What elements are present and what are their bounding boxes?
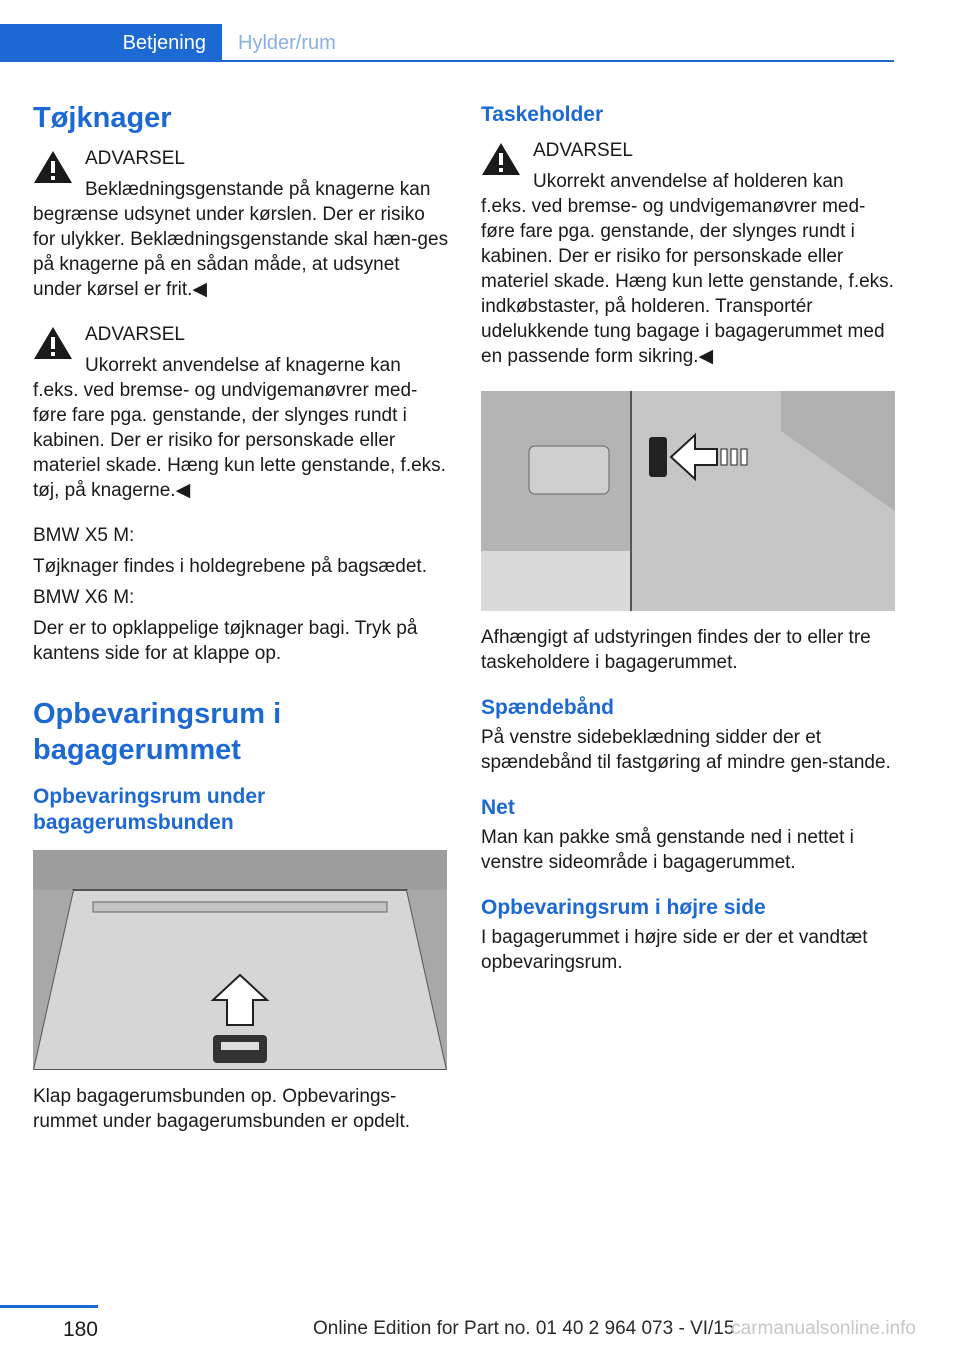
x5-text: Tøjknager findes i holdegrebene på bagsædet. xyxy=(33,556,427,577)
right-column xyxy=(481,100,897,975)
left-column xyxy=(33,100,449,1134)
figure-caption: Klap bagagerumsbunden op. Opbevarings‐rummet under bagagerumsbunden er opdelt. xyxy=(33,1086,411,1132)
page-number: 180 xyxy=(62,1318,98,1341)
warning-label: ADVARSEL xyxy=(85,148,185,169)
warning-text: begrænse udsynet under kørslen. Der er risiko for ulykker. Beklædningsgenstande skal hæn‐ges på knagerne på en sådan måde, at udsynet under kørsel er frit.◀ xyxy=(33,204,449,300)
bag-holder-figure xyxy=(481,391,895,611)
warning-icon xyxy=(33,150,73,184)
header-rule xyxy=(222,60,894,62)
subsection-title-under-floor: Opbevaringsrum under bagagerumsbunden xyxy=(33,785,266,834)
warning-text: f.eks. ved bremse- og undvigemanøvrer med‐føre fare pga. genstande, der slynges rundt i kabinen. Der er risiko for personskade eller materiel skade. Hæng kun lette genstande, f.eks. tøj, på knagerne.◀ xyxy=(33,380,446,501)
net-text: Man kan pakke små genstande ned i nettet i venstre sideområde i bagagerummet. xyxy=(481,827,854,873)
right-storage-text: I bagagerummet i højre side er der et vandtæt opbevaringsrum. xyxy=(481,927,868,973)
warning-box xyxy=(33,146,449,302)
x6-label: BMW X6 M: xyxy=(33,587,135,608)
tab-hylder-rum[interactable]: Hylder/rum xyxy=(238,32,336,54)
strap-text: På venstre sidebeklædning sidder der et spændebånd til fastgøring af mindre gen‐stande. xyxy=(481,727,891,773)
warning-label: ADVARSEL xyxy=(85,324,185,345)
section-title-strap: Spændebånd xyxy=(481,696,615,719)
watermark: carmanualsonline.info xyxy=(731,1318,916,1339)
edition-text: Online Edition for Part no. 01 40 2 964 073 - VI/15 xyxy=(313,1318,735,1339)
tab-betjening[interactable]: Betjening xyxy=(0,24,222,62)
footer-rule xyxy=(0,1305,98,1308)
section-title-hooks: Tøjknager xyxy=(33,102,172,134)
warning-icon xyxy=(33,326,73,360)
warning-label: ADVARSEL xyxy=(533,140,633,161)
x6-text: Der er to opklappelige tøjknager bagi. Tryk på kantens side for at klappe op. xyxy=(33,618,418,664)
bag-holder-illustration xyxy=(481,391,895,611)
section-title-right-storage: Opbevaringsrum i højre side xyxy=(481,896,766,919)
warning-text-first: Ukorrekt anvendelse af holderen kan xyxy=(533,171,844,192)
section-title-net: Net xyxy=(481,796,515,819)
warning-box xyxy=(481,138,897,369)
warning-icon xyxy=(481,142,521,176)
warning-box xyxy=(33,322,449,503)
warning-text: f.eks. ved bremse- og undvigemanøvrer med‐føre fare pga. genstande, der slynges rundt i kabinen. Der er risiko for personskade eller materiel skade. Hæng kun lette genstande, f.eks. indkøbstaster, på holderen. Transportér udelukkende tung bagage i bagagerummet med en passende form sikring.◀ xyxy=(481,196,894,367)
trunk-floor-illustration xyxy=(33,850,447,1070)
chapter-tabs xyxy=(0,24,894,62)
section-title-storage: Opbevaringsrum i bagagerummet xyxy=(33,698,282,766)
x5-label: BMW X5 M: xyxy=(33,525,135,546)
section-title-bag-holder: Taskeholder xyxy=(481,103,604,126)
trunk-floor-figure xyxy=(33,850,447,1070)
warning-text-first: Ukorrekt anvendelse af knagerne kan xyxy=(85,355,401,376)
warning-text-first: Beklædningsgenstande på knagerne kan xyxy=(85,179,431,200)
figure-caption: Afhængigt af udstyringen findes der to eller tre taskeholdere i bagagerummet. xyxy=(481,627,871,673)
